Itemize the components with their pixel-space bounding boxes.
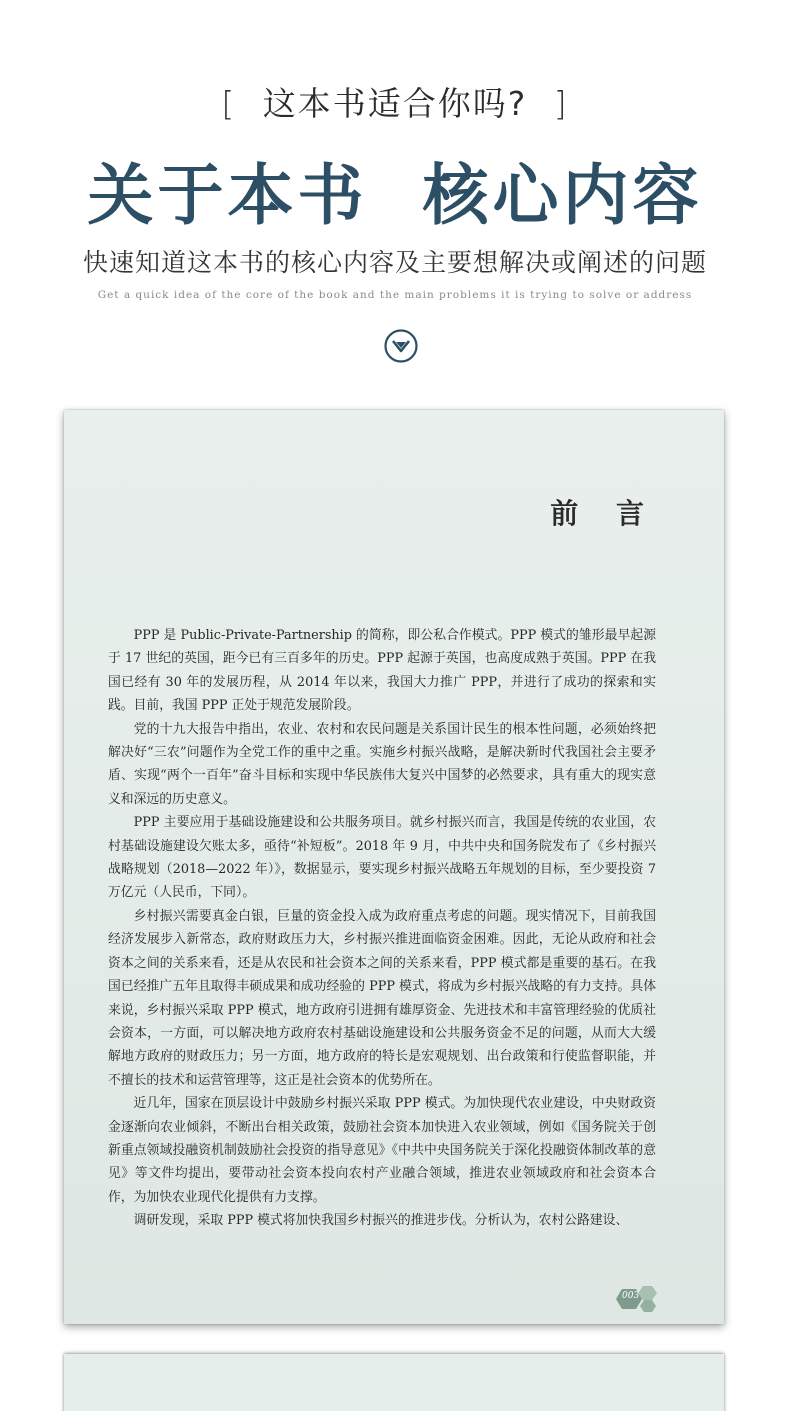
tagline: [0, 78, 790, 125]
title-part-about-book: 关于本书: [87, 156, 368, 234]
paragraph: PPP 主要应用于基础设施建设和公共服务项目。就乡村振兴而言，我国是传统的农业国，农村基础设施建设欠账太多，亟待“补短板”。2018 年 9 月，中共中央和国务院发布了《乡村振兴战略规划（2018—2022 年）》，数据显示，要实现乡村振兴战略五年规划的目标，至少要投资 7 万亿元（人民币，下同）。: [108, 815, 656, 901]
paragraph: 党的十九大报告中指出，农业、农村和农民问题是关系国计民生的根本性问题，必须始终把解决好“三农”问题作为全党工作的重中之重。实施乡村振兴战略，是解决新时代我国社会主要矛盾、实现“两个一百年”奋斗目标和实现中华民族伟大复兴中国梦的必然要求，具有重大的现实意义和深远的历史意义。: [108, 721, 656, 807]
paragraph: 近几年，国家在顶层设计中鼓励乡村振兴采取 PPP 模式。为加快现代农业建设，中央财政资金逐渐向农业倾斜，不断出台相关政策，鼓励社会资本加快进入农业领域，例如《国务院关于创新重点领域投融资机制鼓励社会投资的指导意见》《中共中央国务院关于深化投融资体制改革的意见》等文件均提出，要带动社会资本投向农村产业融合领域，推进农业领域政府和社会资本合作，为加快农业现代化提供有力支撑。: [108, 1096, 656, 1205]
preface-body: [108, 624, 656, 1233]
page-title: [0, 142, 790, 237]
page-number-badge: [610, 1284, 662, 1314]
paragraph: 乡村振兴需要真金白银，巨量的资金投入成为政府重点考虑的问题。现实情况下，目前我国经济发展步入新常态，政府财政压力大，乡村振兴推进面临资金困难。因此，无论从政府和社会资本之间的关系来看，还是从农民和社会资本之间的关系来看，PPP 模式都是重要的基石。在我国已经推广五年且取得丰硕成果和成功经验的 PPP 模式，将成为乡村振兴战略的有力支持。具体来说，乡村振兴采取 PPP 模式，地方政府引进拥有雄厚资金、先进技术和丰富管理经验的优质社会资本，一方面，可以解决地方政府农村基础设施建设和公共服务资金不足的问题，从而大大缓解地方政府的财政压力；另一方面，地方政府的特长是宏观规划、出台政策和行使监督职能，并不擅长的技术和运营管理等，这正是社会资本的优势所在。: [108, 908, 656, 1088]
chevron-down-circle-icon[interactable]: [383, 328, 419, 364]
bracket-left: [: [221, 84, 237, 123]
subtitle: 快速知道这本书的核心内容及主要想解决或阐述的问题: [82, 248, 707, 277]
next-page-photo-edge: [64, 1354, 724, 1411]
page-number: 003: [622, 1291, 640, 1301]
header-section: [0, 0, 790, 400]
bracket-right: ]: [553, 84, 569, 123]
preface-heading: 前 言: [550, 497, 658, 530]
book-page-photo: [64, 410, 724, 1324]
english-subtitle: Get a quick idea of the core of the book and the main problems it is trying to solve or address: [97, 289, 693, 301]
paragraph: 调研发现，采取 PPP 模式将加快我国乡村振兴的推进步伐。分析认为，农村公路建设、: [133, 1213, 629, 1229]
paragraph: PPP 是 Public-Private-Partnership 的简称，即公私合作模式。PPP 模式的雏形最早起源于 17 世纪的英国，距今已有三百多年的历史。PPP 起源于英国，也高度成熟于英国。PPP 在我国已经有 30 年的发展历程，从 2014 年以来，我国大力推广 PPP，并进行了成功的探索和实践。目前，我国 PPP 正处于规范发展阶段。: [108, 628, 656, 714]
tagline-question: 这本书适合你吗?: [262, 84, 528, 123]
title-part-core-content: 核心内容: [422, 156, 703, 234]
